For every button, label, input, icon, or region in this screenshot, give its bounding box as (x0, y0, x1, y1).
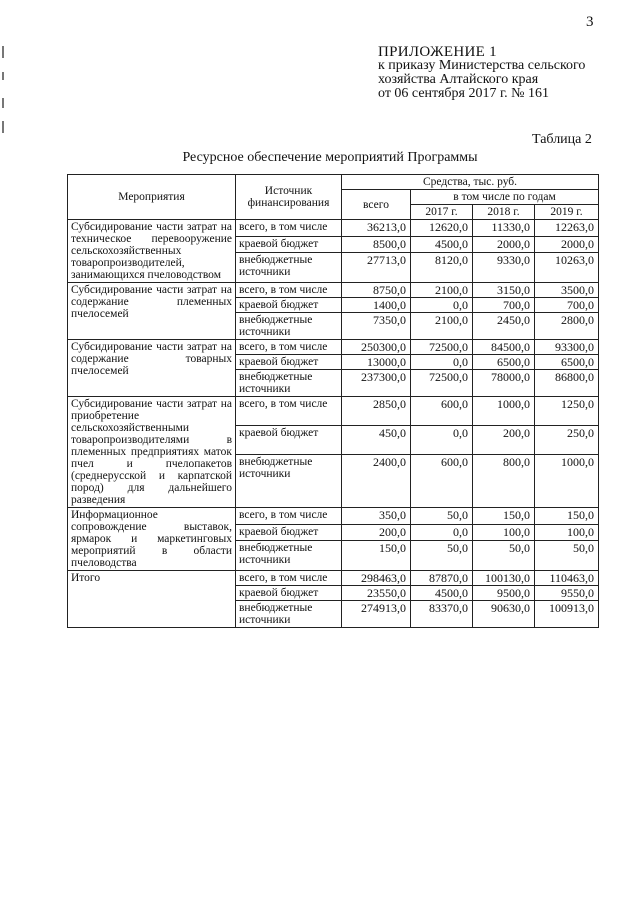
source-cell: внебюджетные источники (236, 253, 342, 283)
total-cell: 7350,0 (342, 313, 411, 340)
margin-mark (2, 98, 4, 108)
source-cell: краевой бюджет (236, 426, 342, 455)
year-2019-cell: 100913,0 (535, 601, 599, 628)
total-cell: 2850,0 (342, 397, 411, 426)
year-2017-cell: 600,0 (411, 397, 473, 426)
total-cell: 150,0 (342, 541, 411, 571)
total-cell: 200,0 (342, 524, 411, 541)
margin-mark (2, 72, 4, 80)
header-source: Источник финансирования (236, 175, 342, 220)
appendix-line: от 06 сентября 2017 г. № 161 (378, 86, 549, 101)
page-number: 3 (586, 14, 594, 30)
activity-cell: Субсидирование части затрат на содержание товарных пчелосемей (68, 340, 236, 397)
year-2018-cell: 3150,0 (473, 283, 535, 298)
activity-cell: Субсидирование части затрат на техническое перевооружение сельскохозяйственных товаропроизводителей, занимающихся пчеловодством (68, 220, 236, 283)
year-2019-cell: 12263,0 (535, 220, 599, 237)
total-cell: 1400,0 (342, 298, 411, 313)
table-body (68, 220, 599, 628)
source-cell: краевой бюджет (236, 586, 342, 601)
year-2017-cell: 4500,0 (411, 236, 473, 253)
total-cell: 237300,0 (342, 370, 411, 397)
year-2017-cell: 2100,0 (411, 313, 473, 340)
year-2017-cell: 0,0 (411, 298, 473, 313)
year-2017-cell: 50,0 (411, 508, 473, 525)
total-cell: 450,0 (342, 426, 411, 455)
appendix-line: хозяйства Алтайского края (378, 72, 539, 87)
year-2019-cell: 50,0 (535, 541, 599, 571)
year-2019-cell: 6500,0 (535, 355, 599, 370)
table-row (68, 340, 599, 355)
total-cell: 27713,0 (342, 253, 411, 283)
table-number: Таблица 2 (532, 132, 592, 147)
total-cell: 23550,0 (342, 586, 411, 601)
year-2017-cell: 0,0 (411, 355, 473, 370)
total-cell: 250300,0 (342, 340, 411, 355)
year-2019-cell: 1250,0 (535, 397, 599, 426)
year-2018-cell: 11330,0 (473, 220, 535, 237)
year-2017-cell: 83370,0 (411, 601, 473, 628)
year-2018-cell: 50,0 (473, 541, 535, 571)
year-2019-cell: 93300,0 (535, 340, 599, 355)
year-2019-cell: 2000,0 (535, 236, 599, 253)
year-2017-cell: 4500,0 (411, 586, 473, 601)
year-2018-cell: 700,0 (473, 298, 535, 313)
year-2017-cell: 2100,0 (411, 283, 473, 298)
table-row (68, 283, 599, 298)
year-2017-cell: 600,0 (411, 455, 473, 508)
header-total: всего (342, 190, 411, 220)
year-2018-cell: 78000,0 (473, 370, 535, 397)
source-cell: краевой бюджет (236, 298, 342, 313)
source-cell: внебюджетные источники (236, 370, 342, 397)
table-caption: Ресурсное обеспечение мероприятий Программы (182, 150, 478, 165)
source-cell: внебюджетные источники (236, 313, 342, 340)
year-2019-cell: 250,0 (535, 426, 599, 455)
source-cell: внебюджетные источники (236, 455, 342, 508)
year-2019-cell: 100,0 (535, 524, 599, 541)
year-2017-cell: 8120,0 (411, 253, 473, 283)
year-2018-cell: 90630,0 (473, 601, 535, 628)
total-cell: 13000,0 (342, 355, 411, 370)
year-2018-cell: 9500,0 (473, 586, 535, 601)
source-cell: краевой бюджет (236, 236, 342, 253)
year-2019-cell: 3500,0 (535, 283, 599, 298)
activity-cell: Субсидирование части затрат на приобретение сельскохозяйственными товаропроизводителями в племенных предприятиях маток пчел и пчелопакетов (среднерусской и карпатской пород) для дальнейшего разведения (68, 397, 236, 508)
year-2019-cell: 9550,0 (535, 586, 599, 601)
year-2018-cell: 100,0 (473, 524, 535, 541)
total-cell: 350,0 (342, 508, 411, 525)
total-cell: 8500,0 (342, 236, 411, 253)
year-2017-cell: 50,0 (411, 541, 473, 571)
year-2019-cell: 150,0 (535, 508, 599, 525)
margin-mark (2, 121, 4, 133)
year-2019-cell: 110463,0 (535, 571, 599, 586)
source-cell: краевой бюджет (236, 524, 342, 541)
table-row (68, 571, 599, 586)
source-cell: внебюджетные источники (236, 541, 342, 571)
source-cell: всего, в том числе (236, 340, 342, 355)
appendix-line: к приказу Министерства сельского (378, 58, 586, 73)
year-2018-cell: 150,0 (473, 508, 535, 525)
total-cell: 2400,0 (342, 455, 411, 508)
year-2018-cell: 9330,0 (473, 253, 535, 283)
source-cell: всего, в том числе (236, 508, 342, 525)
year-2018-cell: 200,0 (473, 426, 535, 455)
year-2017-cell: 72500,0 (411, 340, 473, 355)
source-cell: краевой бюджет (236, 355, 342, 370)
appendix-title: ПРИЛОЖЕНИЕ 1 (378, 44, 497, 60)
source-cell: всего, в том числе (236, 220, 342, 237)
year-2018-cell: 800,0 (473, 455, 535, 508)
table-row (68, 508, 599, 525)
year-2019-cell: 1000,0 (535, 455, 599, 508)
table-row (68, 397, 599, 426)
activity-cell: Субсидирование части затрат на содержание племенных пчелосемей (68, 283, 236, 340)
appendix-block (378, 45, 585, 101)
year-2017-cell: 0,0 (411, 426, 473, 455)
source-cell: внебюджетные источники (236, 601, 342, 628)
total-cell: 298463,0 (342, 571, 411, 586)
total-cell: 274913,0 (342, 601, 411, 628)
header-year-2018: 2018 г. (473, 205, 535, 220)
year-2018-cell: 1000,0 (473, 397, 535, 426)
header-year-2019: 2019 г. (535, 205, 599, 220)
header-by-years: в том числе по годам (411, 190, 599, 205)
year-2019-cell: 10263,0 (535, 253, 599, 283)
year-2018-cell: 100130,0 (473, 571, 535, 586)
activity-cell: Информационное сопровождение выставок, ярмарок и маркетинговых мероприятий в области пчеловодства (68, 508, 236, 571)
year-2018-cell: 2450,0 (473, 313, 535, 340)
header-year-2017: 2017 г. (411, 205, 473, 220)
year-2018-cell: 84500,0 (473, 340, 535, 355)
year-2019-cell: 700,0 (535, 298, 599, 313)
source-cell: всего, в том числе (236, 571, 342, 586)
year-2019-cell: 86800,0 (535, 370, 599, 397)
margin-mark (2, 46, 4, 58)
activity-cell: Итого (68, 571, 236, 628)
year-2017-cell: 72500,0 (411, 370, 473, 397)
source-cell: всего, в том числе (236, 397, 342, 426)
total-cell: 8750,0 (342, 283, 411, 298)
total-cell: 36213,0 (342, 220, 411, 237)
table-row (68, 220, 599, 237)
year-2019-cell: 2800,0 (535, 313, 599, 340)
resource-table (67, 174, 599, 628)
year-2018-cell: 6500,0 (473, 355, 535, 370)
header-activities: Мероприятия (68, 175, 236, 220)
year-2018-cell: 2000,0 (473, 236, 535, 253)
year-2017-cell: 12620,0 (411, 220, 473, 237)
year-2017-cell: 87870,0 (411, 571, 473, 586)
header-funds: Средства, тыс. руб. (342, 175, 599, 190)
source-cell: всего, в том числе (236, 283, 342, 298)
year-2017-cell: 0,0 (411, 524, 473, 541)
